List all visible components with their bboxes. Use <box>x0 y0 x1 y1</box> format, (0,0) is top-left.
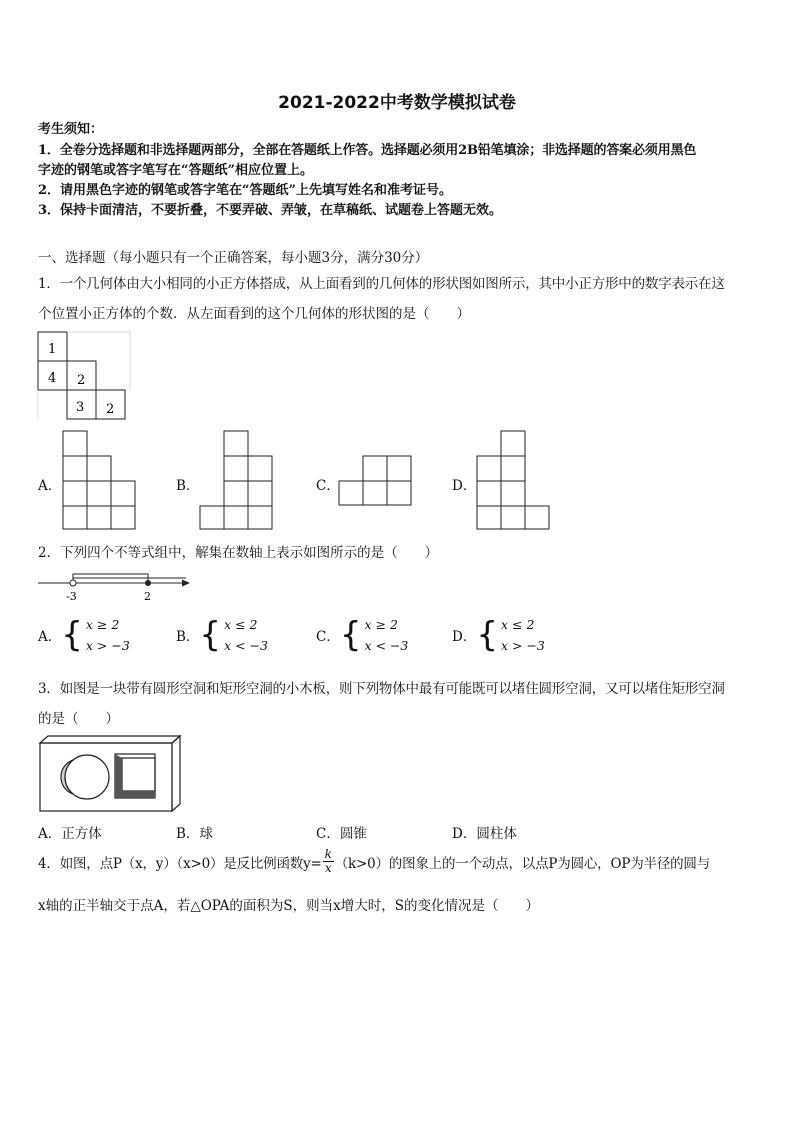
grid-number: 2 <box>77 373 86 388</box>
q1-option-a-label[interactable]: A． <box>38 478 62 494</box>
q2-option-d-row-1: x ≤ 2 <box>500 617 535 632</box>
grid-number: 2 <box>106 402 115 417</box>
q2-option-b[interactable]: B． { x ≤ 2 x < −3 <box>176 615 268 655</box>
q2-text: 2．下列四个不等式组中，解集在数轴上表示如图所示的是（ ） <box>38 545 439 561</box>
axis-label: -3 <box>66 590 77 603</box>
q2-option-d[interactable]: D． { x ≤ 2 x > −3 <box>452 615 545 655</box>
q2-option-d-label: D． <box>452 629 477 645</box>
fraction-numerator: k <box>324 847 332 861</box>
q4-text-part-2: （k>0）的图象上的一个动点，以点P为圆心，OP为半径的圆与 <box>334 855 711 872</box>
q2-option-a-label: A． <box>38 629 62 645</box>
q1-option-c-figure[interactable] <box>337 454 417 508</box>
q3-text-line-2: 的是（ ） <box>38 711 119 727</box>
q3-option-b[interactable]: B．球 <box>176 826 213 842</box>
q1-option-c-label[interactable]: C． <box>316 478 340 494</box>
q2-option-c[interactable]: C． { x ≥ 2 x < −3 <box>316 615 409 655</box>
q2-option-b-label: B． <box>176 629 200 645</box>
fraction-denominator: x <box>324 861 332 875</box>
q3-wooden-board-figure <box>38 734 184 814</box>
axis-label: 2 <box>144 590 151 603</box>
q1-option-d-label[interactable]: D． <box>452 478 477 494</box>
q1-option-b-figure[interactable] <box>198 428 278 532</box>
q2-option-d-row-2: x > −3 <box>500 638 545 653</box>
q4-text-line-1 <box>38 848 710 875</box>
q1-option-a-figure[interactable] <box>60 428 138 532</box>
notice-heading: 考生须知： <box>38 122 104 137</box>
q2-option-a[interactable]: A． { x ≥ 2 x > −3 <box>38 615 130 655</box>
q2-option-c-row-1: x ≥ 2 <box>364 617 398 632</box>
q2-option-c-row-2: x < −3 <box>364 638 409 653</box>
notice-item-1-line-2: 字迹的钢笔或答字笔写在“答题纸”相应位置上。 <box>38 163 313 178</box>
q4-text-part-1: 4．如图，点P（x，y）（x>0）是反比例函数y= <box>38 855 322 872</box>
q1-text-line-1: 1．一个几何体由大小相同的小正方体搭成，从上面看到的几何体的形状图如图所示，其中小正方形中的数字表示在这 <box>38 276 725 292</box>
notice-item-3: 3．保持卡面清洁，不要折叠，不要弄破、弄皱，在草稿纸、试题卷上答题无效。 <box>38 203 503 218</box>
q1-option-d-figure[interactable] <box>475 428 555 532</box>
grid-number: 4 <box>48 371 57 386</box>
q4-fraction <box>323 848 334 875</box>
q1-top-view-figure <box>36 330 132 422</box>
q2-option-b-row-2: x < −3 <box>224 638 268 653</box>
q3-text-line-1: 3．如图是一块带有圆形空洞和矩形空洞的小木板，则下列物体中最有可能既可以堵住圆形空洞，又可以堵住矩形空洞 <box>38 681 725 697</box>
q2-option-b-row-1: x ≤ 2 <box>224 617 258 632</box>
q4-text-line-2: x轴的正半轴交于点A，若△OPA的面积为S，则当x增大时，S的变化情况是（ ） <box>38 898 540 914</box>
grid-number: 1 <box>48 342 57 357</box>
notice-item-2: 2．请用黑色字迹的钢笔或答字笔在“答题纸”上先填写姓名和准考证号。 <box>38 183 453 198</box>
q1-text-line-2: 个位置小正方体的个数．从左面看到的这个几何体的形状图的是（ ） <box>38 306 470 322</box>
notice-item-1-line-1: 1．全卷分选择题和非选择题两部分，全部在答题纸上作答。选择题必须用2B铅笔填涂；非选择题的答案必须用黑色 <box>38 143 697 158</box>
q3-option-d[interactable]: D．圆柱体 <box>452 826 517 842</box>
q2-option-a-row-1: x ≥ 2 <box>85 617 120 632</box>
q1-option-b-label[interactable]: B． <box>176 478 200 494</box>
q2-option-c-label: C． <box>316 629 340 645</box>
page-title: 2021-2022中考数学模拟试卷 <box>278 93 516 113</box>
q2-option-a-row-2: x > −3 <box>85 638 130 653</box>
q3-option-c[interactable]: C．圆锥 <box>316 826 367 842</box>
section-heading: 一、选择题（每小题只有一个正确答案，每小题3分，满分30分） <box>38 250 429 266</box>
q3-option-a[interactable]: A．正方体 <box>38 826 102 842</box>
q2-number-line-figure <box>36 564 196 604</box>
grid-number: 3 <box>76 400 85 415</box>
